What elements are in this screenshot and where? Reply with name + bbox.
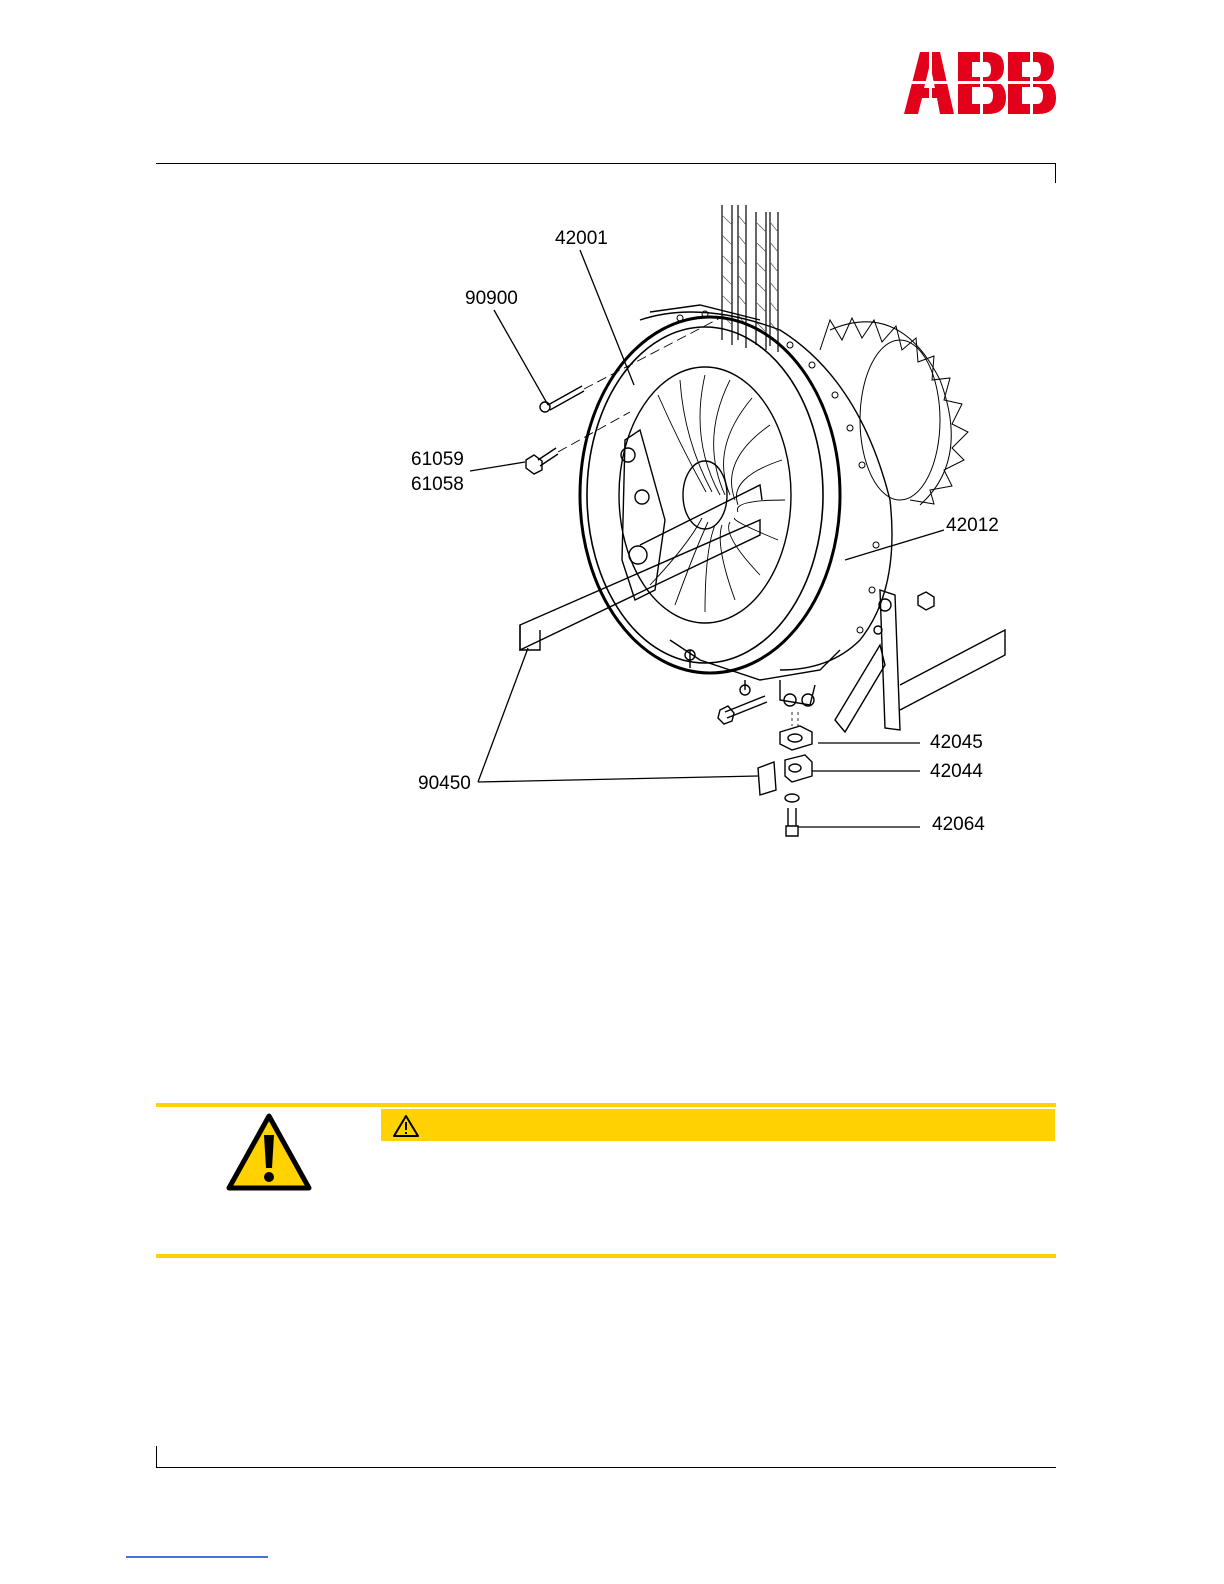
callout-42064: 42064 <box>932 814 985 835</box>
warning-header-bar <box>381 1109 1055 1141</box>
header-rule-tick <box>1055 163 1056 183</box>
header-rule <box>156 163 1056 164</box>
footer-rule <box>156 1467 1056 1468</box>
callout-61058: 61058 <box>411 474 464 495</box>
footer-link-underline[interactable] <box>126 1556 268 1558</box>
callout-61059: 61059 <box>411 449 464 470</box>
callout-90450: 90450 <box>418 773 471 794</box>
warning-bottom-rule <box>156 1254 1056 1258</box>
callout-42045: 42045 <box>930 732 983 753</box>
abb-logo <box>904 52 1058 114</box>
callout-42001: 42001 <box>555 228 608 249</box>
callout-42012: 42012 <box>946 515 999 536</box>
warning-top-rule <box>156 1103 1056 1107</box>
warning-sign-icon <box>226 1113 312 1191</box>
warning-triangle-icon <box>392 1114 420 1138</box>
callout-90900: 90900 <box>465 288 518 309</box>
callout-42044: 42044 <box>930 761 983 782</box>
footer-rule-tick <box>156 1446 157 1467</box>
